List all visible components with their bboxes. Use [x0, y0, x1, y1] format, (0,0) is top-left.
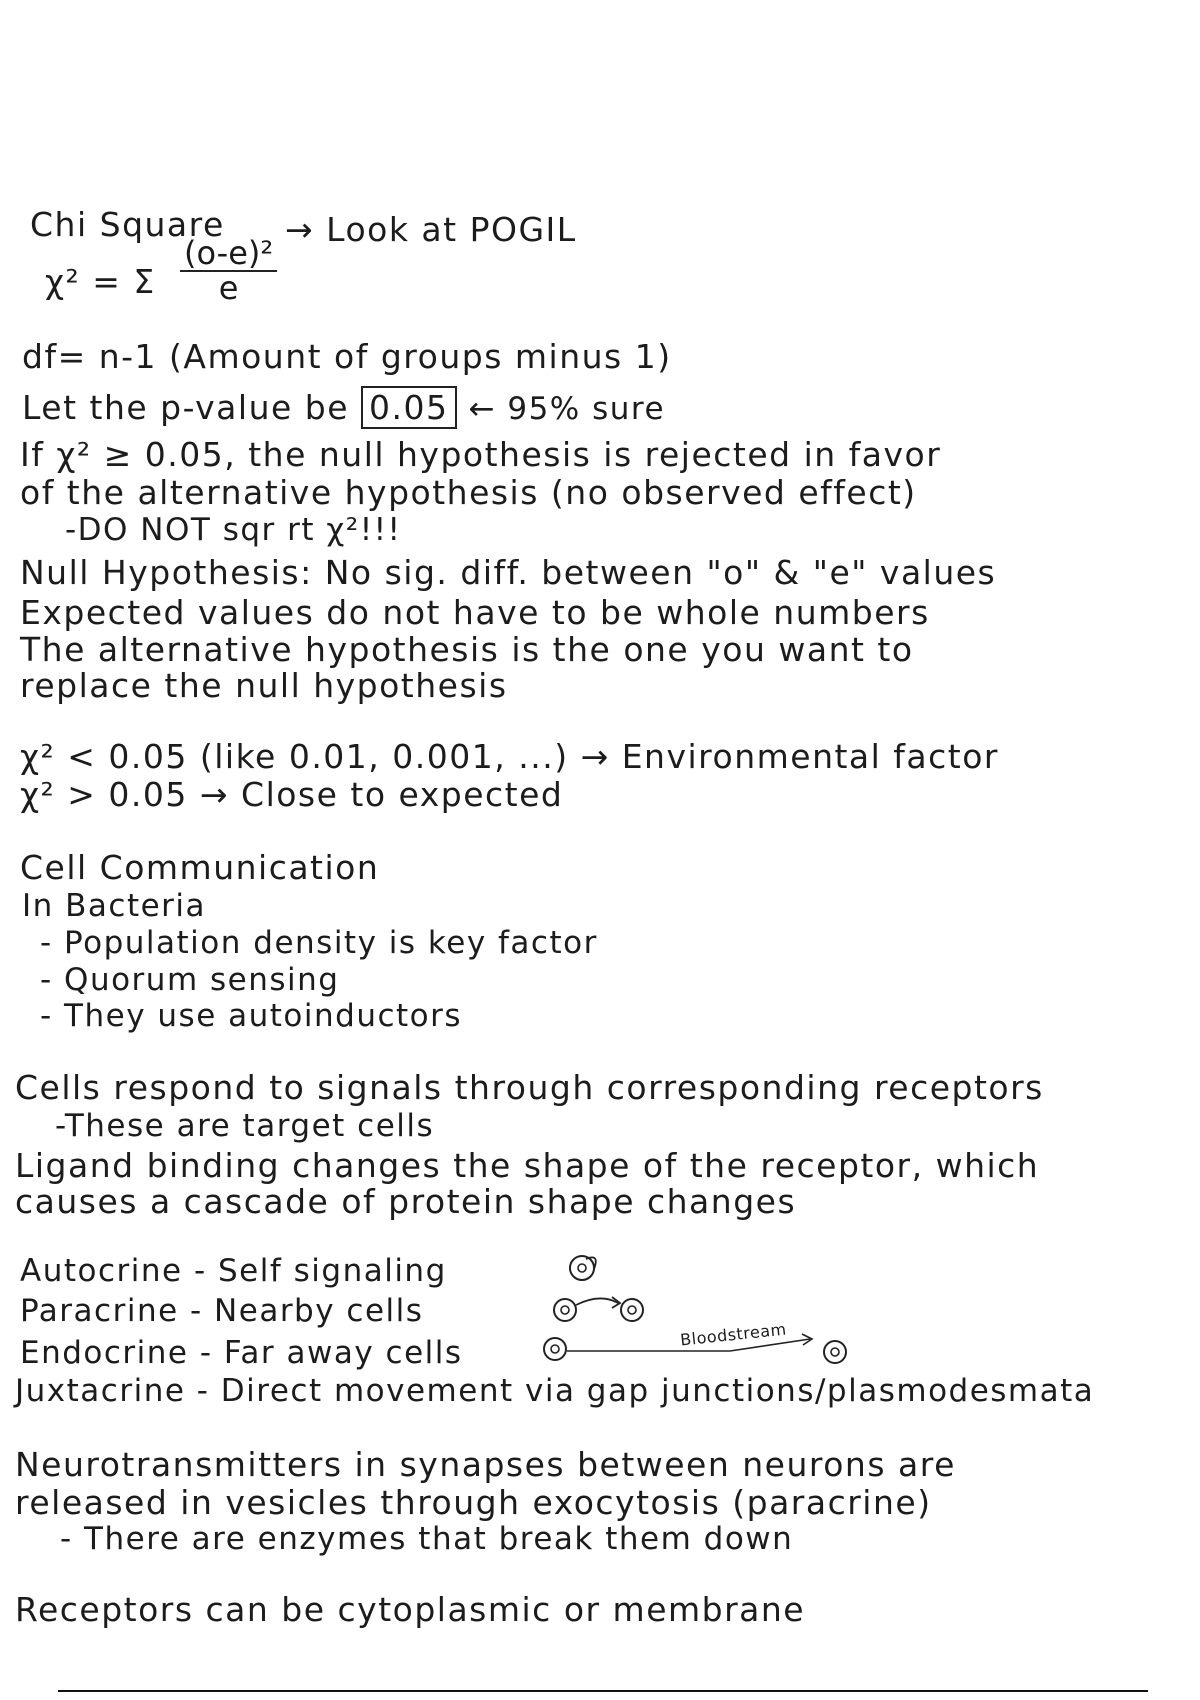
- ligand-line-2: causes a cascade of protein shape changes: [15, 1182, 797, 1221]
- bacteria-item-2: - Quorum sensing: [40, 962, 340, 998]
- bottom-rule: [58, 1690, 1148, 1692]
- juxtacrine-line: Juxtacrine - Direct movement via gap junctions/plasmodesmata: [15, 1373, 1095, 1409]
- pvalue-post: ← 95% sure: [468, 391, 666, 427]
- paracrine-line: Paracrine - Nearby cells: [20, 1293, 424, 1329]
- null-hypothesis-line: Null Hypothesis: No sig. diff. between "o" & "e" values: [20, 553, 997, 592]
- chi-formula-lhs: χ² = Σ: [45, 262, 156, 301]
- chi-formula-fraction: [180, 234, 277, 307]
- pvalue-line: [22, 388, 665, 427]
- if-line-2: of the alternative hypothesis (no observed effect): [20, 473, 917, 512]
- autocrine-line: Autocrine - Self signaling: [20, 1253, 447, 1289]
- pvalue-box: 0.05: [361, 386, 456, 429]
- bacteria-heading: In Bacteria: [22, 888, 207, 924]
- bacteria-item-1: - Population density is key factor: [40, 925, 598, 961]
- alternative-line-1: The alternative hypothesis is the one you want to: [20, 630, 914, 669]
- alternative-line-2: replace the null hypothesis: [20, 666, 508, 705]
- chi-less-line: χ² < 0.05 (like 0.01, 0.001, ...) → Environmental factor: [20, 737, 999, 776]
- pogil-note: → Look at POGIL: [285, 210, 577, 249]
- df-line: df= n-1 (Amount of groups minus 1): [22, 337, 672, 376]
- cell-communication-heading: Cell Communication: [20, 848, 380, 887]
- chi-square-heading: Chi Square: [30, 205, 225, 244]
- respond-line: Cells respond to signals through corresponding receptors: [15, 1068, 1044, 1107]
- receptors-line: Receptors can be cytoplasmic or membrane: [15, 1590, 806, 1629]
- ligand-line-1: Ligand binding changes the shape of the receptor, which: [15, 1146, 1040, 1185]
- do-not-line: -DO NOT sqr rt χ²!!!: [65, 512, 402, 548]
- chi-formula-denominator: e: [218, 269, 239, 307]
- chi-greater-line: χ² > 0.05 → Close to expected: [20, 775, 564, 814]
- neuro-line-3: - There are enzymes that break them down: [60, 1521, 794, 1557]
- bacteria-item-3: - They use autoinductors: [40, 998, 463, 1034]
- neuro-line-1: Neurotransmitters in synapses between neurons are: [15, 1445, 956, 1484]
- autocrine-cell-icon: [570, 1256, 596, 1280]
- pvalue-pre: Let the p-value be: [22, 388, 350, 427]
- paracrine-cells-icon: [554, 1297, 643, 1321]
- endocrine-line: Endocrine - Far away cells: [20, 1335, 463, 1371]
- target-cells-line: -These are target cells: [55, 1108, 435, 1144]
- expected-line: Expected values do not have to be whole numbers: [20, 593, 930, 632]
- if-line-1: If χ² ≥ 0.05, the null hypothesis is rejected in favor: [20, 435, 942, 474]
- neuro-line-2: released in vesicles through exocytosis (paracrine): [15, 1483, 932, 1522]
- signaling-diagram: [530, 1255, 950, 1370]
- chi-formula-numerator: (o-e)²: [180, 236, 277, 272]
- bloodstream-label: Bloodstream: [679, 1319, 788, 1350]
